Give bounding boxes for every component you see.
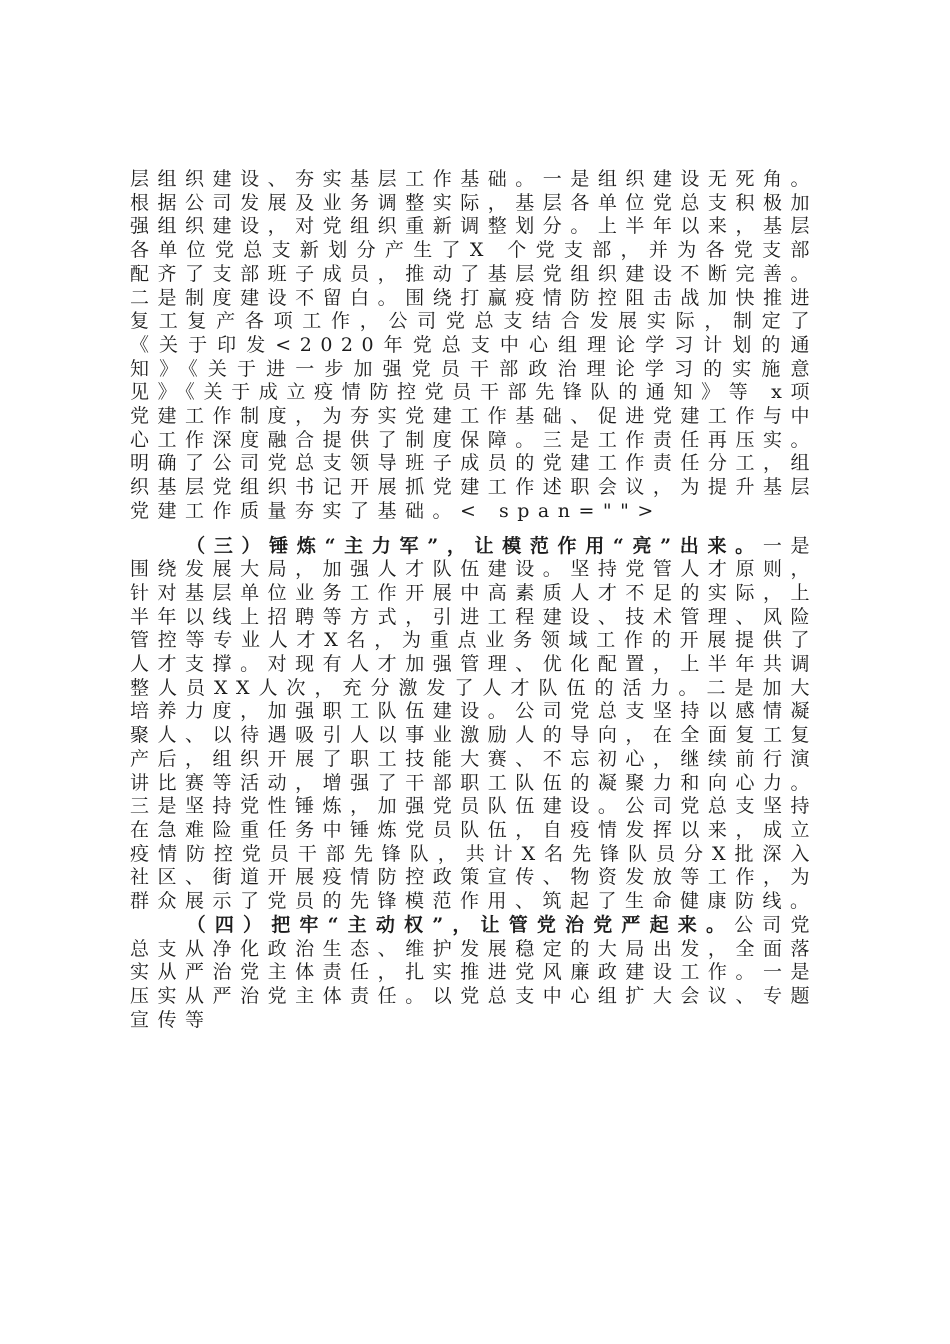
paragraph-text: 一是围绕发展大局，加强人才队伍建设。坚持党管人才原则，针对基层单位业务工作开展中高素质人才不足的实际，上半年以线上招聘等方式，引进工程建设、技术管理、风险管控等专业人才X名，为重点业务领域工作的开展提供了人才支撑。对现有人才加强管理、优化配置，上半年共调整人员XX人次，充分激发了人才队伍的活力。二是加大培养力度，加强职工队伍建设。公司党总支坚持以感情凝聚人、以待遇吸引人以事业激励人的导向，在全面复工复产后，组织开展了职工技能大赛、不忘初心，继续前行演讲比赛等活动，增强了干部职工队伍的凝聚力和向心力。三是坚持党性锤炼，加强党员队伍建设。公司党总支坚持在急难险重任务中锤炼党员队伍，自疫情发挥以来，成立疫情防控党员干部先锋队，共计X名先锋队员分X批深入社区、街道开展疫情防控政策宣传、物资发放等工作，为群众展示了党员的先锋模范作用、筑起了生命健康防线。 — [130, 534, 818, 913]
section-paragraph-four — [130, 914, 818, 1033]
section-paragraph-three — [130, 535, 818, 914]
section-heading-four: （四）把牢“主动权”，让管党治党严起来。 — [186, 913, 735, 936]
paragraph-text: 层组织建设、夯实基层工作基础。一是组织建设无死角。根据公司发展及业务调整实际，基层各单位党总支积极加强组织建设，对党组织重新调整划分。上半年以来，基层各单位党总支新划分产生了X 个党支部，并为各党支部配齐了支部班子成员，推动了基层党组织建设不断完善。二是制度建设不留白。围绕打赢疫情防控阻击战加快推进复工复产各项工作，公司党总支结合发展实际，制定了《关于印发<2020年党总支中心组理论学习计划的通知》《关于进一步加强党员干部政治理论学习的实施意见》《关于成立疫情防控党员干部先锋队的通知》等 x项党建工作制度，为夯实党建工作基础、促进党建工作与中心工作深度融合提供了制度保障。三是工作责任再压实。明确了公司党总支领导班子成员的党建工作责任分工，组织基层党组织书记开展抓党建工作述职会议，为提升基层党建工作质量夯实了基础。< span=""> — [130, 168, 818, 522]
body-paragraph — [130, 168, 818, 524]
section-heading-three: （三）锤炼“主力军”，让模范作用“亮”出来。 — [186, 534, 763, 557]
paragraph-text: 公司党总支从净化政治生态、维护发展稳定的大局出发，全面落实从严治党主体责任，扎实推进党风廉政建设工作。一是压实从严治党主体责任。以党总支中心组扩大会议、专题宣传等 — [130, 913, 818, 1031]
document-page — [130, 168, 818, 1032]
